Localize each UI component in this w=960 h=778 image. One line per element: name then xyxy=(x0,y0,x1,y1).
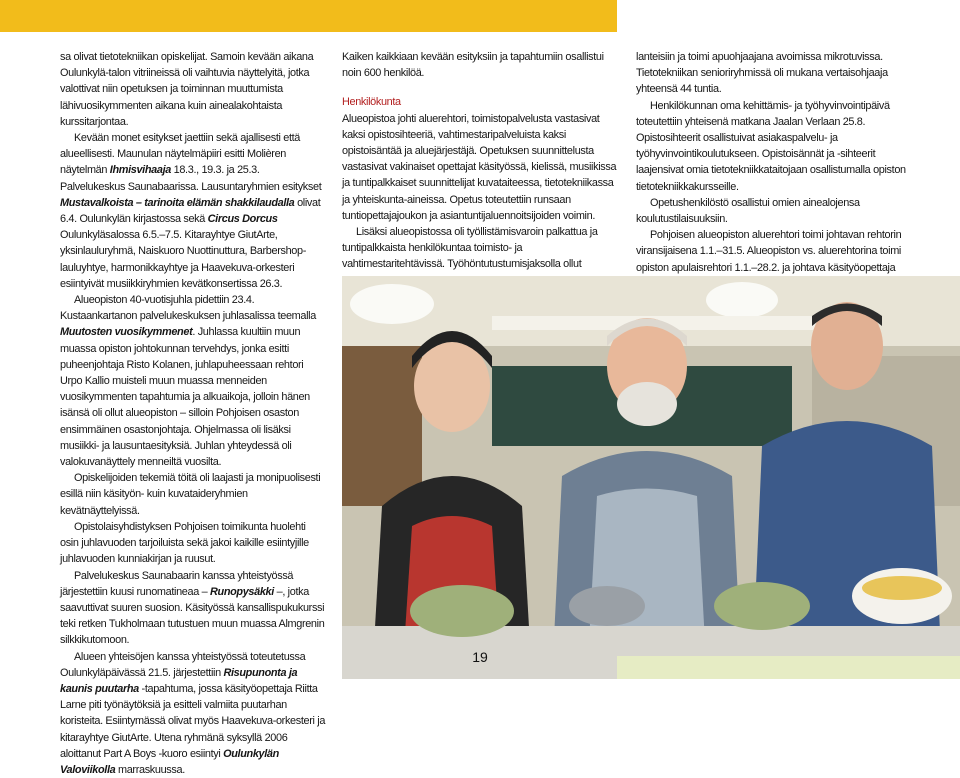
footer-tint xyxy=(617,656,960,679)
text-run: olivat 6.4. Oulunkylän kirjastossa sekä xyxy=(60,196,321,226)
soup xyxy=(862,576,942,600)
text-run: Oulunkyläsalossa 6.5.–7.5. Kitarayhtye GiutArte, yksinlauluryhmä, Naiskuoro Nuottinuttura, Barbershop-lauluyhtye, harmonikkayhtye ja Haavekuva-orkesteri esiintyivät musiikkiryhmien kevätkonsertissa 26.3. xyxy=(60,229,306,290)
wooden-cabinet xyxy=(342,346,422,506)
paragraph: Opiskelijoiden tekemiä töitä oli laajasti ja monipuolisesti esillä niin käsityön- kuin kuvataideryhmien kevätnäyttelyissä. xyxy=(60,472,321,517)
paragraph: sa olivat tietotekniikan opiskelijat. Samoin kevään aikana Oulunkylä-talon vitriineissä oli vaihtuvia näyttelyitä, jotka valottivat niin opetuksen ja toiminnan muuttumista lähivuosikymmenten aikana kuin ainealakohtaista kurssitarjontaa. xyxy=(60,51,314,128)
paragraph: Kaiken kaikkiaan kevään esityksiin ja tapahtumiin osallistui noin 600 henkilöä. xyxy=(342,51,604,80)
column-3 xyxy=(636,49,914,292)
paragraph: Opistolaisyhdistyksen Pohjoisen toimikunta huolehti osin juhlavuoden tarjoiluista sekä jakoi kaikille esiintyjille juhlavuoden kunniakirjan ja ruusut. xyxy=(60,520,309,566)
text-run: -tapahtuma, jossa käsityöopettaja Riitta Larne piti työnäytöksiä ja esitteli valmiita puutarhan koristeita. Esiintymässä olivat myös Haavekuva-orkesteri ja kitarayhtye GiutArte. Utena ryhmänä syksyllä 2006 aloittanut Part A Boys -kuoro esiintyi xyxy=(60,682,326,760)
white-beard xyxy=(617,382,677,426)
section-heading: Henkilökunta xyxy=(342,96,401,109)
paragraph: lanteisiin ja toimi apuohjaajana avoimissa mikrotuvissa. Tietotekniikan senioriryhmissä oli mukana vertaisohjaaja yhteensä 44 tuntia. xyxy=(636,51,888,96)
text-run: . Juhlassa kuultiin muun muassa opiston johtokunnan tervehdys, jonka esitti puheenjohtaja Risto Kolanen, juhlapuheessaan rehtori Urpo Kallio muisteli muun muassa menneiden vuosikymmenten tapahtumia ja alkuaikoja, jolloin hänen isänsä oli ollut alueopiston – silloin Pohjoisen osaston ensimmäinen osastonjohtaja. Ohjelmassa oli lisäksi musiikki- ja lausuntaesityksiä. Juhlan yhteydessä oli valokuvanäyttely menneiltä vuosilta. xyxy=(60,326,310,469)
paragraph: Lisäksi alueopistossa oli työllistämisvaroin palkattua ja tuntipalkkaista henkilökuntaa toimisto- ja vahtimestaritehtävissä. Työhöntutustumisjaksolla ollut xyxy=(342,226,598,271)
photo-illustration xyxy=(342,276,960,679)
accent-bar xyxy=(0,0,617,32)
column-2 xyxy=(342,49,618,289)
woman-face xyxy=(414,340,490,432)
paragraph: Alueopistoa johti aluerehtori, toimistopalvelusta vastasivat kaksi opistosihteeriä, vahtimestaripalveluista kaksi opistoisäntää ja aluejärjestäjä. Opetuksen suunnittelusta vastasivat vakinaiset opettajat käsityössä, kielissä, musiikissa ja tuntipalkkaiset suunnittelijat kuvataiteessa, tietotekniikassa ja yhteiskunta-aineissa. Opetus toteutettiin runsaan tuntiopettajajoukon ja asiantuntijaluennoitsijoiden voimin. xyxy=(342,112,617,222)
paragraph: Pohjoisen alueopiston aluerehtori toimi johtavan rehtorin viransijaisena 1.1.–31.5. Alueopiston vs. aluerehtorina toimi opiston apulaisrehtori 1.1.–28.2. ja johtava käsityöopettaja xyxy=(636,229,902,274)
paragraph xyxy=(60,568,326,649)
event-title: Risupunonta ja kaunis puutarha xyxy=(60,666,298,695)
page-number: 19 xyxy=(472,649,488,665)
green-bowl xyxy=(410,585,514,637)
performance-title: Mustavalkoista – tarinoita elämän shakkilaudalla xyxy=(60,196,295,209)
green-bowl xyxy=(714,582,810,630)
text-run: 18.3., 19.3. ja 25.3. Palvelukeskus Saunabaarissa. Lausuntaryhmien esitykset xyxy=(60,164,322,193)
performance-title: Circus Dorcus xyxy=(207,213,278,226)
text-run: –, jotka saavuttivat suuren suosion. Käsityössä kansallispukukurssi teki retken Tukholmaan tutustuen muun muassa Almgrenin silkkikutomoon. xyxy=(60,585,325,647)
paragraph xyxy=(60,130,326,292)
event-title: Oulunkylän Valoviikolla xyxy=(60,747,279,776)
staff-photo xyxy=(342,276,960,679)
paragraph: Opetushenkilöstö osallistui omien ainealojensa koulutustilaisuuksiin. xyxy=(636,196,860,226)
ceiling-lamp xyxy=(706,282,778,318)
text-run: Kevään monet esitykset jaettiin sekä ajallisesti että alueellisesti. Maunulan näytelmäpiiri esitti Molièren näytelmän xyxy=(60,132,301,177)
paragraph xyxy=(60,649,326,778)
steel-pot xyxy=(569,586,645,626)
top-margin xyxy=(617,0,960,32)
event-theme: Muutosten vuosikymmenet xyxy=(60,326,193,339)
event-title: Runopysäkki xyxy=(210,585,274,598)
play-title: Ihmisvihaaja xyxy=(109,164,171,177)
text-run: marraskuussa. xyxy=(115,763,185,776)
paragraph: Henkilökunnan oma kehittämis- ja työhyvinvointipäivä toteutettiin yhteisenä matkana Jaalan Verlaan 25.8. Opistosihteerit osallistuivat asiakaspalvelu- ja työhyvinvointikoulutukseen. Opistoisännät ja -sihteerit laajensivat omia tietotekniikkataitojaan osallistumalla opiston tietotekniikkakursseille. xyxy=(636,99,906,193)
text-run: Alueopiston 40-vuotisjuhla pidettiin 23.4. Kustaankartanon palvelukeskuksen juhlasalissa teemalla xyxy=(60,294,316,323)
paragraph xyxy=(60,292,326,470)
text-run: Alueen yhteisöjen kanssa yhteistyössä toteutetussa Oulunkyläpäivässä 21.5. järjestettiin xyxy=(60,650,306,679)
text-run: Palvelukeskus Saunabaarin kanssa yhteistyössä järjestettiin kuusi runomatineaa – xyxy=(60,569,294,598)
column-1 xyxy=(60,49,326,778)
ceiling-lamp xyxy=(350,284,434,324)
